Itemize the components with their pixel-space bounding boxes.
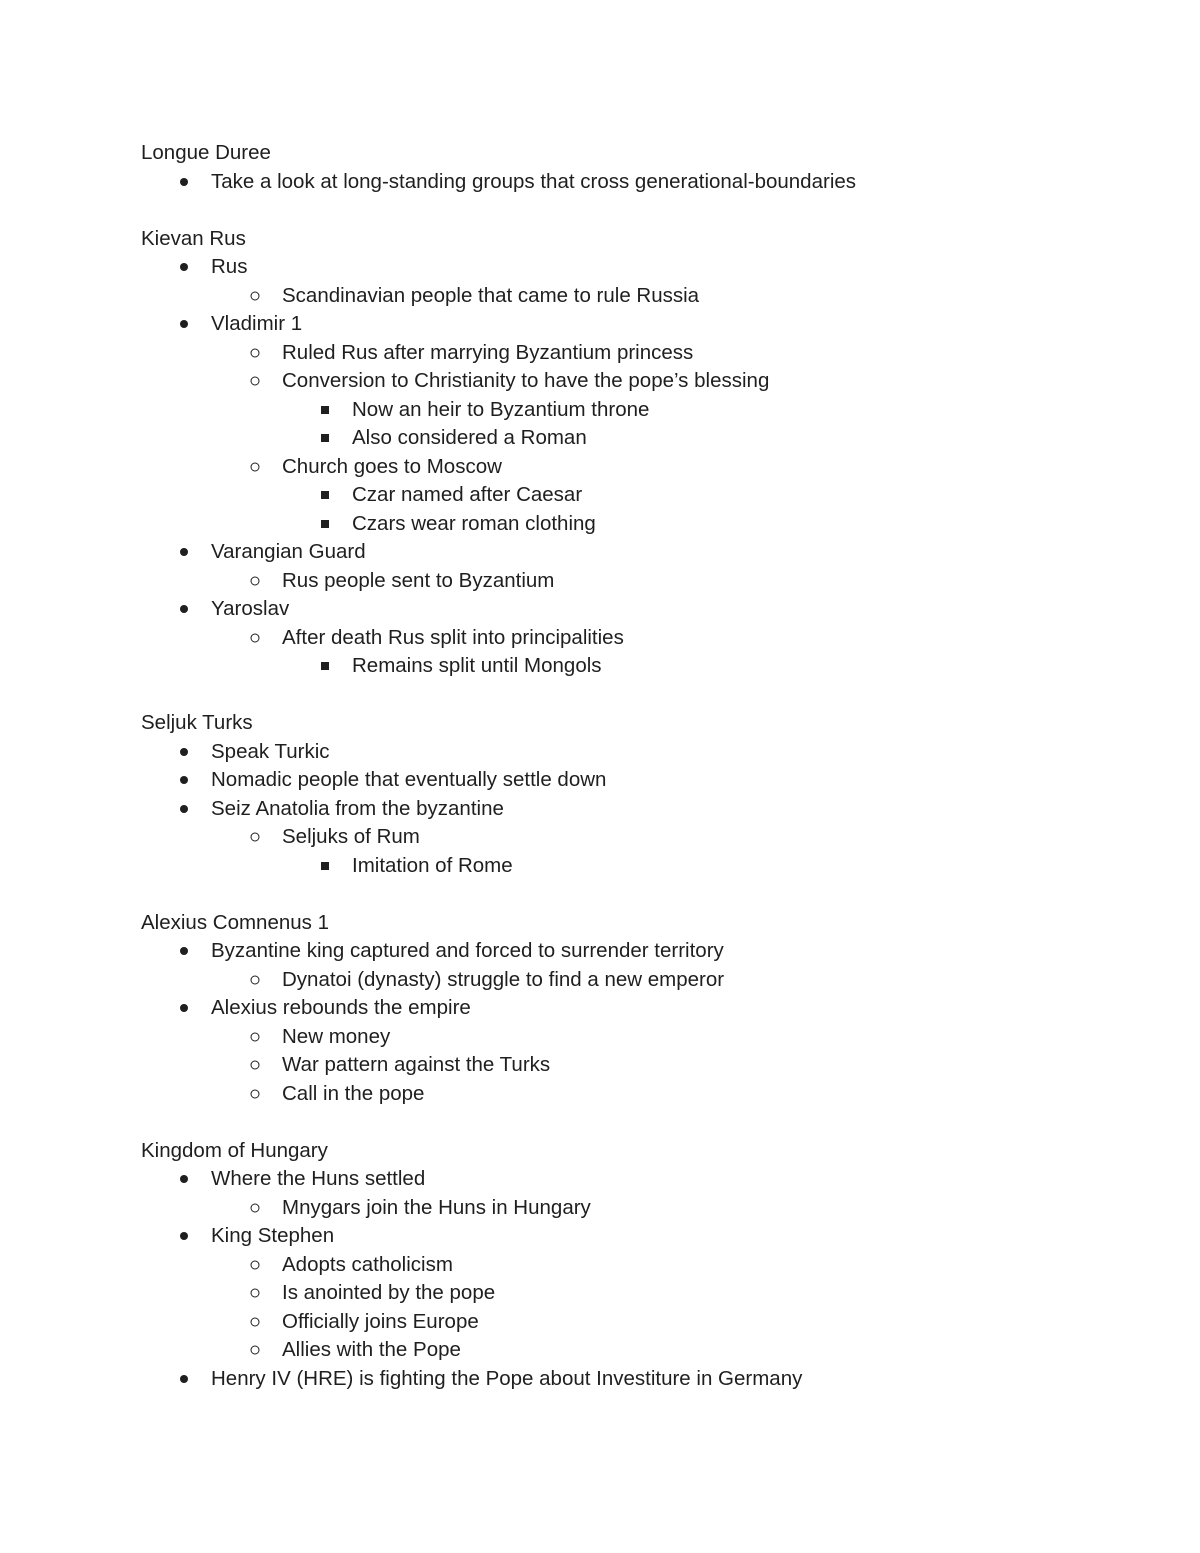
- bullet-item-level-2: [141, 282, 1141, 311]
- hollow-circle-bullet-icon: [251, 1260, 260, 1269]
- bullet-item-level-1: [141, 937, 1141, 966]
- bullet-text: King Stephen: [211, 1224, 335, 1247]
- hollow-circle-bullet-icon: [251, 633, 260, 642]
- hollow-circle-bullet-icon: [251, 377, 260, 386]
- bullet-text: Take a look at long-standing groups that cross generational-boundaries: [211, 169, 857, 193]
- bullet-text: After death Rus split into principalities: [282, 625, 624, 649]
- filled-square-bullet-icon: [321, 662, 329, 670]
- filled-circle-bullet-icon: [180, 1175, 188, 1183]
- bullet-text: Is anointed by the pope: [282, 1281, 496, 1304]
- hollow-circle-bullet-icon: [251, 975, 260, 984]
- bullet-item-level-1: [141, 1365, 1141, 1394]
- filled-square-bullet-icon: [321, 491, 329, 499]
- bullet-item-level-3: [141, 510, 1141, 539]
- bullet-text: Adopts catholicism: [282, 1252, 453, 1276]
- filled-circle-bullet-icon: [180, 263, 188, 271]
- bullet-text: Nomadic people that eventually settle down: [211, 768, 607, 791]
- hollow-circle-bullet-icon: [251, 291, 260, 300]
- hollow-circle-bullet-icon: [251, 1089, 260, 1098]
- section-spacer: [141, 880, 1141, 909]
- filled-square-bullet-icon: [321, 434, 329, 442]
- section-heading: Kingdom of Hungary: [141, 1138, 328, 1162]
- bullet-item-level-2: [141, 966, 1141, 995]
- bullet-text: Henry IV (HRE) is fighting the Pope about Investiture in Germany: [211, 1366, 803, 1390]
- filled-circle-bullet-icon: [180, 605, 188, 613]
- bullet-text: Conversion to Christianity to have the pope’s blessing: [282, 369, 770, 392]
- bullet-text: Czars wear roman clothing: [352, 511, 596, 535]
- bullet-item-level-2: [141, 624, 1141, 653]
- bullet-text: Rus: [211, 255, 248, 278]
- bullet-text: Seljuks of Rum: [282, 825, 420, 848]
- bullet-item-level-2: [141, 1023, 1141, 1052]
- bullet-text: Seiz Anatolia from the byzantine: [211, 796, 504, 820]
- filled-circle-bullet-icon: [180, 1004, 188, 1012]
- bullet-item-level-2: [141, 1080, 1141, 1109]
- bullet-item-level-2: [141, 367, 1141, 396]
- bullet-text: Alexius rebounds the empire: [211, 996, 471, 1019]
- hollow-circle-bullet-icon: [251, 1346, 260, 1355]
- bullet-item-level-1: [141, 310, 1141, 339]
- bullet-text: Remains split until Mongols: [352, 654, 602, 677]
- section-heading: Alexius Comnenus 1: [141, 910, 330, 934]
- filled-square-bullet-icon: [321, 862, 329, 870]
- bullet-text: Speak Turkic: [211, 739, 330, 763]
- filled-circle-bullet-icon: [180, 178, 188, 186]
- bullet-item-level-2: [141, 1251, 1141, 1280]
- bullet-item-level-1: [141, 253, 1141, 282]
- filled-circle-bullet-icon: [180, 748, 188, 756]
- hollow-circle-bullet-icon: [251, 1032, 260, 1041]
- bullet-item-level-3: [141, 652, 1141, 681]
- bullet-item-level-1: [141, 1222, 1141, 1251]
- bullet-text: Ruled Rus after marrying Byzantium princess: [282, 340, 694, 364]
- bullet-text: Officially joins Europe: [282, 1309, 479, 1333]
- bullet-item-level-1: [141, 168, 1141, 197]
- bullet-item-level-2: [141, 1336, 1141, 1365]
- bullet-item-level-3: [141, 396, 1141, 425]
- bullet-item-level-3: [141, 481, 1141, 510]
- bullet-text: Call in the pope: [282, 1081, 425, 1105]
- bullet-item-level-3: [141, 852, 1141, 881]
- bullet-item-level-2: [141, 567, 1141, 596]
- bullet-text: New money: [282, 1024, 391, 1048]
- hollow-circle-bullet-icon: [251, 1317, 260, 1326]
- bullet-text: Varangian Guard: [211, 540, 366, 563]
- section-spacer: [141, 681, 1141, 710]
- hollow-circle-bullet-icon: [251, 462, 260, 471]
- document-body: [141, 139, 1141, 1393]
- bullet-text: Vladimir 1: [211, 312, 303, 335]
- section-heading: Kievan Rus: [141, 226, 246, 250]
- hollow-circle-bullet-icon: [251, 1289, 260, 1298]
- bullet-text: Yaroslav: [211, 597, 290, 620]
- filled-circle-bullet-icon: [180, 320, 188, 328]
- section-spacer: [141, 1108, 1141, 1137]
- bullet-text: Imitation of Rome: [352, 853, 513, 877]
- bullet-text: Now an heir to Byzantium throne: [352, 397, 650, 421]
- bullet-text: Also considered a Roman: [352, 426, 587, 449]
- bullet-item-level-1: [141, 595, 1141, 624]
- bullet-item-level-2: [141, 1308, 1141, 1337]
- bullet-text: Scandinavian people that came to rule Russia: [282, 283, 700, 307]
- bullet-item-level-2: [141, 453, 1141, 482]
- bullet-item-level-3: [141, 424, 1141, 453]
- filled-square-bullet-icon: [321, 520, 329, 528]
- bullet-text: Rus people sent to Byzantium: [282, 568, 555, 592]
- bullet-item-level-2: [141, 1051, 1141, 1080]
- bullet-item-level-1: [141, 738, 1141, 767]
- bullet-text: Allies with the Pope: [282, 1338, 461, 1361]
- filled-square-bullet-icon: [321, 406, 329, 414]
- hollow-circle-bullet-icon: [251, 1061, 260, 1070]
- filled-circle-bullet-icon: [180, 947, 188, 955]
- hollow-circle-bullet-icon: [251, 576, 260, 585]
- filled-circle-bullet-icon: [180, 805, 188, 813]
- filled-circle-bullet-icon: [180, 1375, 188, 1383]
- hollow-circle-bullet-icon: [251, 1203, 260, 1212]
- hollow-circle-bullet-icon: [251, 348, 260, 357]
- section-spacer: [141, 196, 1141, 225]
- bullet-item-level-2: [141, 1279, 1141, 1308]
- bullet-item-level-1: [141, 994, 1141, 1023]
- bullet-text: War pattern against the Turks: [282, 1053, 551, 1076]
- hollow-circle-bullet-icon: [251, 833, 260, 842]
- bullet-item-level-1: [141, 538, 1141, 567]
- bullet-item-level-2: [141, 339, 1141, 368]
- bullet-text: Czar named after Caesar: [352, 483, 583, 506]
- filled-circle-bullet-icon: [180, 776, 188, 784]
- bullet-item-level-1: [141, 766, 1141, 795]
- bullet-text: Byzantine king captured and forced to surrender territory: [211, 939, 724, 962]
- section-heading: Longue Duree: [141, 141, 271, 164]
- bullet-item-level-1: [141, 795, 1141, 824]
- bullet-text: Where the Huns settled: [211, 1167, 426, 1190]
- bullet-item-level-1: [141, 1165, 1141, 1194]
- filled-circle-bullet-icon: [180, 1232, 188, 1240]
- bullet-text: Dynatoi (dynasty) struggle to find a new emperor: [282, 967, 725, 991]
- section-heading: Seljuk Turks: [141, 711, 253, 734]
- bullet-text: Mnygars join the Huns in Hungary: [282, 1195, 591, 1219]
- bullet-item-level-2: [141, 1194, 1141, 1223]
- bullet-item-level-2: [141, 823, 1141, 852]
- filled-circle-bullet-icon: [180, 548, 188, 556]
- bullet-text: Church goes to Moscow: [282, 454, 502, 478]
